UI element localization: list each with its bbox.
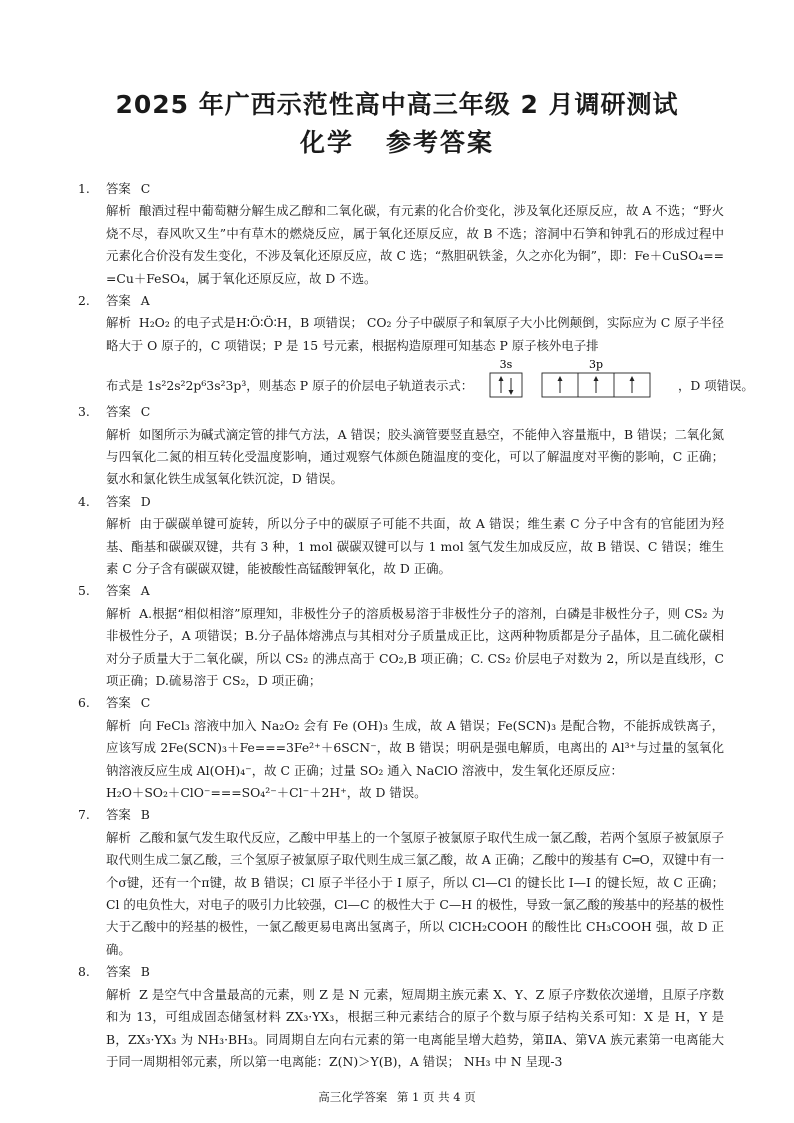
answers-list xyxy=(78,178,754,1073)
analysis-text: H₂O₂ 的电子式是H∶Ö∶Ö∶H，B 项错误； CO₂ 分子中碳原子和氧原子大小比例颠倒，实际应为 C 原子半径略大于 O 原子的，C 项错误；P 是 15 号元素，根据构造原理可知基态 P 原子核外电子排 xyxy=(106,315,724,353)
orbital-text: 布式是 1s²2s²2p⁶3s²3p³，则基态 P 原子的价层电子轨道表示式： xyxy=(106,378,474,394)
analysis-text: 由于碳碳单键可旋转，所以分子中的碳原子可能不共面，故 A 错误；维生素 C 分子中含有的官能团为羟基、酯基和碳碳双键，共有 3 种，1 mol 碳碳双键可以与 1 mol 氢气发生加成反应，故 B 错误、C 错误；维生素 C 分子含有碳碳双键，能被酸性高锰酸钾氧化，故 D 正确。 xyxy=(106,516,725,577)
question-7 xyxy=(78,804,724,961)
analysis-text: 酿酒过程中葡萄糖分解生成乙醇和二氧化碳，有元素的化合价变化，涉及氧化还原反应，故 A 不选；“野火烧不尽，春风吹又生”中有草木的燃烧反应，属于氧化还原反应，故 B 不选；溶洞中石笋和钟乳石的形成过程中元素化合价没有发生变化，不涉及氧化还原反应，故 C 选；“熬胆矾铁釜，久之亦化为铜”，即：Fe＋CuSO₄===Cu＋FeSO₄，属于氧化还原反应，故 D 不选。 xyxy=(106,203,724,286)
analysis-block xyxy=(78,827,724,961)
orbital-3s-box xyxy=(490,373,522,397)
answer-line xyxy=(106,401,150,423)
answer-line xyxy=(106,491,151,513)
answer-line xyxy=(106,178,150,200)
analysis-label: 解析 xyxy=(106,516,132,532)
orbital-conclusion: ，D 项错误。 xyxy=(678,378,754,394)
analysis-block xyxy=(78,200,724,290)
answer-value: C xyxy=(140,404,151,420)
analysis-block xyxy=(78,312,724,357)
question-5 xyxy=(78,580,724,692)
electron-up-arrow xyxy=(558,376,563,393)
answer-label: 答案 xyxy=(106,293,131,309)
answer-value: D xyxy=(140,493,151,509)
question-5-header xyxy=(78,580,724,602)
question-1-header xyxy=(78,178,724,200)
question-4-header xyxy=(78,491,724,513)
electron-up-arrow xyxy=(630,376,635,393)
answer-value: A xyxy=(140,293,150,309)
question-number: 6. xyxy=(78,695,90,711)
answer-line xyxy=(106,290,150,312)
electron-up-arrow xyxy=(594,376,599,393)
answer-value: C xyxy=(140,181,151,196)
document-title: 2025 年广西示范性高中高三年级 2 月调研测试 xyxy=(115,90,679,119)
orbital-3p-label: 3p xyxy=(588,358,604,372)
answer-label: 答案 xyxy=(106,493,131,509)
answer-line xyxy=(106,580,150,602)
question-6 xyxy=(78,692,724,804)
question-number: 1. xyxy=(78,181,90,196)
question-2 xyxy=(78,290,754,401)
analysis-label: 解析 xyxy=(106,605,132,621)
analysis-block xyxy=(78,715,724,782)
analysis-text: A.根据“相似相溶”原理知，非极性分子的溶质极易溶于非极性分子的溶剂，白磷是非极性分子，则 CS₂ 为非极性分子，A 项错误；B.分子晶体熔沸点与其相对分子质量成正比，这两种物质都是分子晶体，且二硫化碳相对分子质量大于二氧化碳，所以 CS₂ 的沸点高于 CO₂,B 项正确；C. CS₂ 价层电子对数为 2，所以是直线形，C 项正确；D.硫易溶于 CS₂，D 项正确； xyxy=(106,605,725,689)
question-number: 7. xyxy=(78,807,90,823)
orbital-diagram-row xyxy=(78,357,754,401)
electron-down-arrow xyxy=(509,378,514,395)
answer-label: 答案 xyxy=(106,807,131,823)
analysis-text: 如图所示为碱式滴定管的排气方法，A 错误；胶头滴管要竖直悬空，不能伸入容量瓶中，B 错误；二氧化氮与四氧化二氮的相互转化受温度影响，通过观察气体颜色随温度的变化，可以了解温度对平衡的影响，C 正确；氨水和氯化铁生成氢氧化铁沉淀，D 错误。 xyxy=(106,426,724,487)
footer-doc-name: 高三化学答案 xyxy=(318,1090,388,1104)
analysis-block xyxy=(78,513,724,580)
footer-page-number: 第 1 页 共 4 页 xyxy=(396,1090,476,1104)
analysis-text: 乙酸和氯气发生取代反应，乙酸中甲基上的一个氢原子被氯原子取代生成一氯乙酸，若两个氢原子被氯原子取代则生成二氯乙酸，三个氢原子被氯原子取代则生成三氯乙酸，故 A 正确；乙酸中的羧基有 C═O，双键中有一个σ键，还有一个π键，故 B 错误；Cl 原子半径小于 I 原子，所以 Cl—Cl 的键长比 I—I 的键长短，故 C 正确；Cl 的电负性大，对电子的吸引力比较强，Cl—C 的极性大于 C—H 的极性，导致一氯乙酸的羧基中的羟基的极性大于乙酸中的羟基的极性，一氯乙酸更易电离出氢离子，所以 ClCH₂COOH 的酸性比 CH₃COOH 强，故 D 正确。 xyxy=(106,829,725,957)
question-7-header xyxy=(78,804,724,826)
analysis-label: 解析 xyxy=(106,315,131,331)
question-2-header xyxy=(78,290,724,312)
electron-up-arrow xyxy=(499,376,504,393)
answer-value: C xyxy=(140,695,151,711)
analysis-block xyxy=(78,424,724,491)
answer-line xyxy=(106,804,150,826)
analysis-label: 解析 xyxy=(106,986,132,1002)
analysis-equation: H₂O＋SO₂＋ClO⁻===SO₄²⁻＋Cl⁻＋2H⁺，故 D 错误。 xyxy=(106,785,427,801)
page-footer xyxy=(0,1089,794,1105)
question-4 xyxy=(78,491,724,581)
question-3-header xyxy=(78,401,724,423)
answer-label: 答案 xyxy=(106,404,131,420)
document-subtitle xyxy=(0,126,794,160)
analysis-text: 向 FeCl₃ 溶液中加入 Na₂O₂ 会有 Fe (OH)₃ 生成，故 A 错误；Fe(SCN)₃ 是配合物，不能拆成铁离子，应该写成 2Fe(SCN)₃＋Fe===3Fe²⁺＋6SCN⁻，故 B 错误；明矾是强电解质，电离出的 Al³⁺与过量的氢氧化钠溶液反应生成 Al(OH)₄⁻，故 C 正确；过量 SO₂ 通入 NaClO 溶液中，发生氧化还原反应： xyxy=(106,717,725,778)
analysis-text: Z 是空气中含量最高的元素，则 Z 是 N 元素，短周期主族元素 X、Y、Z 原子序数依次递增，且原子序数和为 13，可组成固态储氢材料 ZX₃·YX₃，根据三种元素结合的原子个数与原子结构关系可知：X 是 H，Y 是 B，ZX₃·YX₃ 为 NH₃·BH₃。同周期自左向右元素的第一电离能呈增大趋势，第ⅡA、第ⅤA 族元素第一电离能大于同一周期相邻元素，所以第一电离能：Z(N)＞Y(B)，A 错误； NH₃ 中 N 呈现-3 xyxy=(106,986,725,1069)
analysis-label: 解析 xyxy=(106,203,131,219)
answer-label: 答案 xyxy=(106,181,131,196)
answer-label: 答案 xyxy=(106,583,131,599)
answer-value: B xyxy=(140,964,150,980)
answer-line xyxy=(106,961,150,983)
analysis-block xyxy=(78,984,724,1074)
analysis-label: 解析 xyxy=(106,426,131,442)
question-number: 2. xyxy=(78,293,90,309)
answer-line xyxy=(106,692,150,714)
question-number: 4. xyxy=(78,493,90,509)
question-8-header xyxy=(78,961,724,983)
question-1 xyxy=(78,178,724,290)
answer-label: 答案 xyxy=(106,695,131,711)
question-6-header xyxy=(78,692,724,714)
analysis-label: 解析 xyxy=(106,717,132,733)
question-number: 3. xyxy=(78,404,90,420)
reference-answer-label: 参考答案 xyxy=(386,128,495,157)
answer-label: 答案 xyxy=(106,964,131,980)
question-number: 5. xyxy=(78,583,90,599)
orbital-3s-label: 3s xyxy=(499,358,513,372)
question-8 xyxy=(78,961,724,1073)
question-number: 8. xyxy=(78,964,90,980)
answer-value: B xyxy=(140,807,150,823)
subject-label: 化学 xyxy=(299,128,354,157)
orbital-diagram xyxy=(488,357,668,401)
analysis-block xyxy=(78,603,724,693)
question-3 xyxy=(78,401,724,491)
analysis-label: 解析 xyxy=(106,829,131,845)
answer-value: A xyxy=(140,583,150,599)
